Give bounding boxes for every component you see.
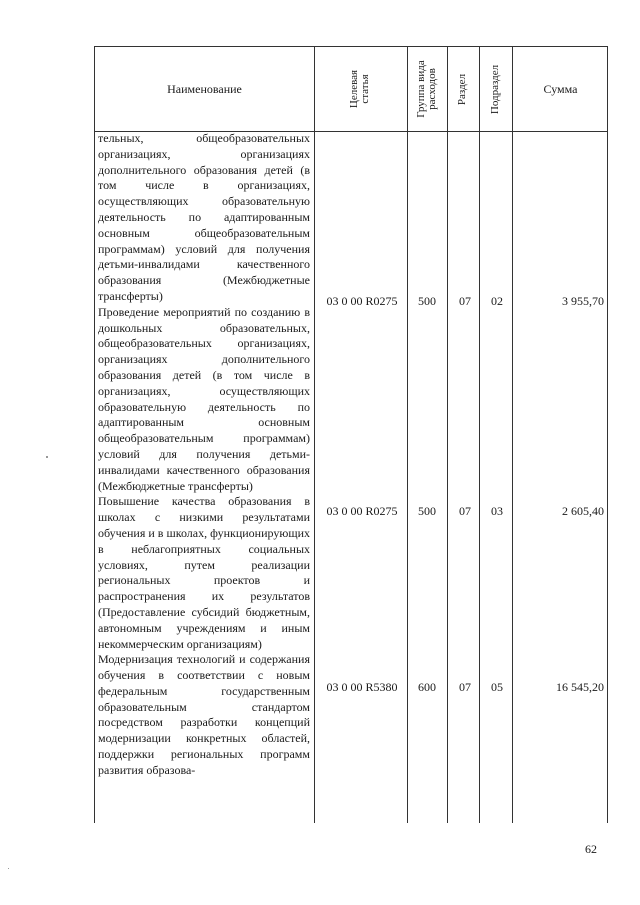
row-group: 600 [418,680,436,694]
header-target-line2: статья [359,74,372,104]
row-name: Повышение качества образования в школах с низкими результатами обучения и в школах, функционирующих в неблагоприятных социальных условиях, путем реализации региональных проектов и распространения их результатов (Предоставление субсидий бюджетным, автономным учреждениям и иным некоммерческим организациям) [98,494,310,651]
names-column [98,131,310,779]
header-group-line2: расходов [426,68,438,110]
scan-speck [8,868,9,869]
header-group-line1: Группа вида [415,60,427,118]
header-target-line1: Целевая [348,69,361,109]
header-name-label: Наименование [167,81,242,96]
budget-table [94,46,608,823]
header-sum [512,47,609,131]
column-divider [447,47,448,823]
header-group [407,47,447,131]
row-name: Проведение мероприятий по созданию в дошкольных образовательных, общеобразовательных организациях, организациях дополнительного образования детей (в том числе в организациях, осуществляющих образовательную деятельность по адаптированным основным общеобразовательным программам) условий для получения детьми-инвалидами качественного образования (Межбюджетные трансферты) [98,304,310,493]
header-subsection [479,47,512,131]
row-group: 500 [418,504,436,518]
row-section: 07 [459,294,471,308]
header-section-label: Раздел [456,73,469,105]
header-target [314,47,407,131]
row-code: 03 0 00 R5380 [326,680,398,694]
row-subsection: 02 [491,294,503,308]
row-subsection: 03 [491,504,503,518]
scan-speck [46,456,48,458]
column-divider [407,47,408,823]
row-name: Модернизация технологий и содержания обучения в соответствии с новым федеральным государственным образовательным стандартом посредством разработки концепций модернизации конкретных областей, поддержки региональных программ развития образова- [98,652,310,777]
column-divider [479,47,480,823]
row-sum: 16 545,20 [556,680,604,694]
row-subsection: 05 [491,680,503,694]
header-subsection-label: Подраздел [489,64,502,114]
header-sum-label: Сумма [543,81,578,96]
header-name [95,47,314,131]
row-name: тельных, общеобразовательных организациях, организациях дополнительного образования детей (в том числе в организациях, осуществляющих образовательную деятельность по адаптированным основным общеобразовательным программам) условий для получения детьми-инвалидами качественного образования (Межбюджетные трансферты) [98,131,310,303]
row-group: 500 [418,294,436,308]
row-sum: 2 605,40 [562,504,604,518]
header-section [447,47,479,131]
row-code: 03 0 00 R0275 [326,504,398,518]
column-divider [314,47,315,823]
row-code: 03 0 00 R0275 [326,294,398,308]
column-divider [512,47,513,823]
row-section: 07 [459,680,471,694]
row-sum: 3 955,70 [562,294,604,308]
page-number: 62 [585,842,597,856]
row-section: 07 [459,504,471,518]
